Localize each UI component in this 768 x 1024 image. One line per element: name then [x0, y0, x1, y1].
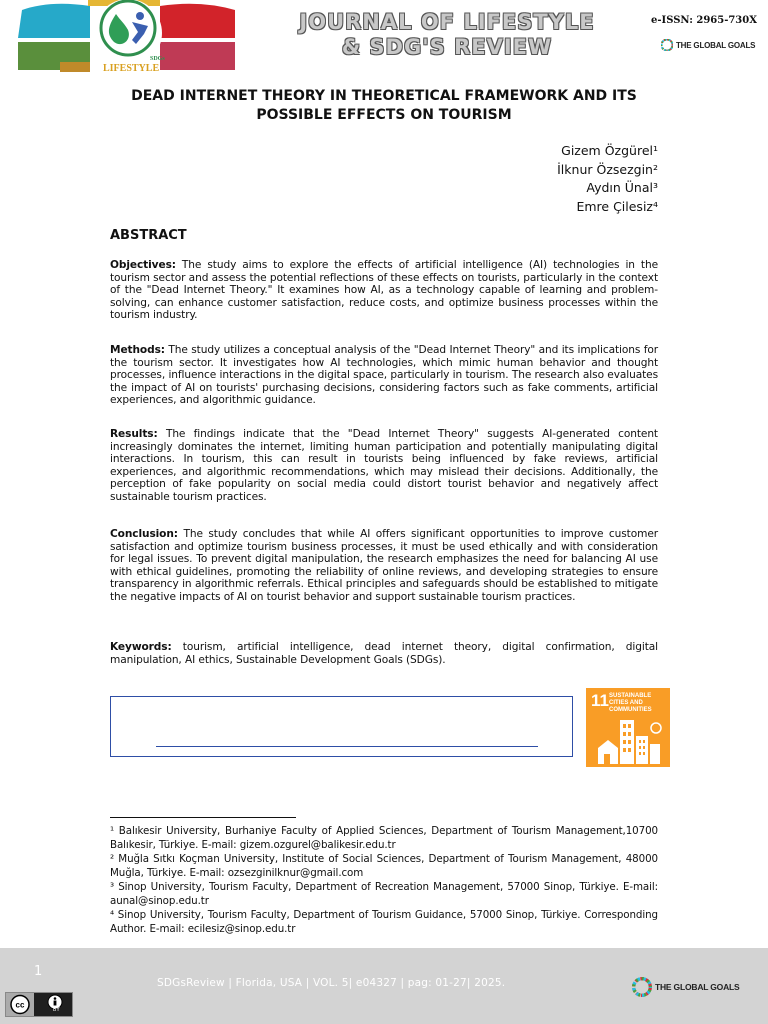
abstract-keywords	[110, 641, 658, 666]
global-goals-logo-bottom	[632, 977, 739, 997]
logo-lifestyle-text: LIFESTYLE	[103, 63, 160, 74]
cc-by-icon	[6, 993, 72, 1016]
abstract-conclusion	[110, 528, 658, 603]
abstract-results	[110, 428, 658, 503]
global-goals-wheel-icon	[661, 39, 673, 51]
sdg11-number: 11	[591, 691, 609, 710]
sdg11-label: SUSTAINABLE CITIES AND COMMUNITIES	[609, 693, 652, 713]
abstract-objectives	[110, 259, 658, 322]
link-box	[110, 696, 573, 757]
journal-header	[0, 0, 768, 80]
journal-logo	[0, 0, 245, 80]
keywords-text: tourism, artificial intelligence, dead internet theory, digital confirmation, digital manipulation, AI ethics, Sustainable Development Goals (SDGs).	[110, 641, 658, 666]
abstract-methods	[110, 344, 658, 407]
sdg11-badge	[586, 688, 670, 767]
global-goals-logo-top	[661, 39, 755, 51]
page-number: 1	[34, 964, 43, 979]
cc-by-label: BY	[53, 1007, 60, 1013]
footnote: ⁴ Sinop University, Tourism Faculty, Department of Tourism Guidance, 57000 Sinop, Türkiye. Corresponding Author. E-mail: ecilesiz@sinop.edu.tr	[110, 909, 658, 935]
footnote: ³ Sinop University, Tourism Faculty, Department of Recreation Management, 57000 Sinop, Türkiye. E-mail: aunal@sinop.edu.tr	[110, 881, 658, 907]
objectives-text: The study aims to explore the effects of artificial intelligence (AI) technologies in the tourism sector and assess the potential reflections of these effects on tourists, particularly in the context of the "Dead Internet Theory." It examines how AI, as a technology capable of learning and problem-solving, can enhance customer satisfaction, reduce costs, and optimize business processes within the tourism industry.	[110, 259, 658, 321]
abstract-heading: ABSTRACT	[110, 228, 187, 243]
author-name: Emre Çilesiz⁴	[576, 198, 658, 214]
cc-license-badge[interactable]	[5, 992, 73, 1017]
journal-title	[262, 10, 632, 60]
issn-label: e-ISSN: 2965-730X	[651, 15, 757, 26]
conclusion-label: Conclusion:	[110, 528, 178, 540]
city-buildings-icon	[596, 714, 662, 764]
keywords-label: Keywords:	[110, 641, 172, 653]
global-goals-label: THE GLOBAL GOALS	[655, 982, 740, 992]
footnote-rule	[110, 817, 296, 818]
global-goals-wheel-icon	[632, 977, 652, 997]
methods-label: Methods:	[110, 344, 165, 356]
page-footer	[0, 948, 768, 1024]
author-name: İlknur Özsezgin²	[557, 161, 658, 177]
paper-title-line2: POSSIBLE EFFECTS ON TOURISM	[256, 107, 512, 123]
logo-sdgs-text: SDGs	[150, 56, 165, 62]
global-goals-label: THE GLOBAL GOALS	[676, 40, 756, 50]
conclusion-text: The study concludes that while AI offers significant opportunities to improve customer satisfaction and optimize tourism business processes, it must be used ethically and with consideration for legal issues. To prevent digital manipulation, the research emphasizes the need for balancing AI use with ethical guidelines, promoting the reliability of online reviews, and developing strategies to ensure transparency in algorithmic referrals. Ethical principles and safeguards should be established to mitigate the negative impacts of AI on tourist behavior and support sustainable tourism practices.	[110, 528, 658, 603]
objectives-label: Objectives:	[110, 259, 176, 271]
author-name: Gizem Özgürel¹	[561, 143, 658, 158]
author-list	[420, 142, 658, 216]
methods-text: The study utilizes a conceptual analysis of the "Dead Internet Theory" and its implications for the tourism sector. It investigates how AI technologies, which mimic human behavior and thought processes, influence interactions in the digital space, particularly in tourism. The research also evaluates the impact of AI on tourists' purchasing decisions, considering factors such as fake comments, artificial experiences, and algorithmic guidance.	[110, 344, 658, 406]
paper-title	[110, 87, 658, 125]
footnote: ² Muğla Sıtkı Koçman University, Institute of Social Sciences, Department of Tourism Management, 48000 Muğla, Türkiye. E-mail: ozsezginilknur@gmail.com	[110, 853, 658, 879]
author-name: Aydın Ünal³	[586, 180, 658, 195]
link-underline[interactable]	[156, 746, 538, 747]
journal-title-line1: JOURNAL OF LIFESTYLE	[299, 10, 595, 34]
footnote: ¹ Balıkesir University, Burhaniye Faculty of Applied Sciences, Department of Tourism Management,10700 Balıkesir, Türkiye. E-mail: gizem.ozgurel@balikesir.edu.tr	[110, 825, 658, 851]
footer-citation: SDGsReview | Florida, USA | VOL. 5| e04327 | pag: 01-27| 2025.	[157, 977, 506, 989]
results-text: The findings indicate that the "Dead Internet Theory" suggests AI-generated content increasingly dominates the internet, limiting human participation and potentially manipulating digital interactions. In tourism, this can result in tourists being influenced by fake reviews, artificial experiences, and algorithmic recommendations, which may mislead their decisions. Additionally, the perception of fake popularity on social media could distort tourist behavior and negatively affect sustainable tourism practices.	[110, 428, 658, 503]
journal-title-line2: & SDG'S REVIEW	[341, 35, 553, 59]
results-label: Results:	[110, 428, 158, 440]
svg-text:cc: cc	[15, 1000, 25, 1010]
paper-title-line1: DEAD INTERNET THEORY IN THEORETICAL FRAMEWORK AND ITS	[131, 88, 637, 104]
